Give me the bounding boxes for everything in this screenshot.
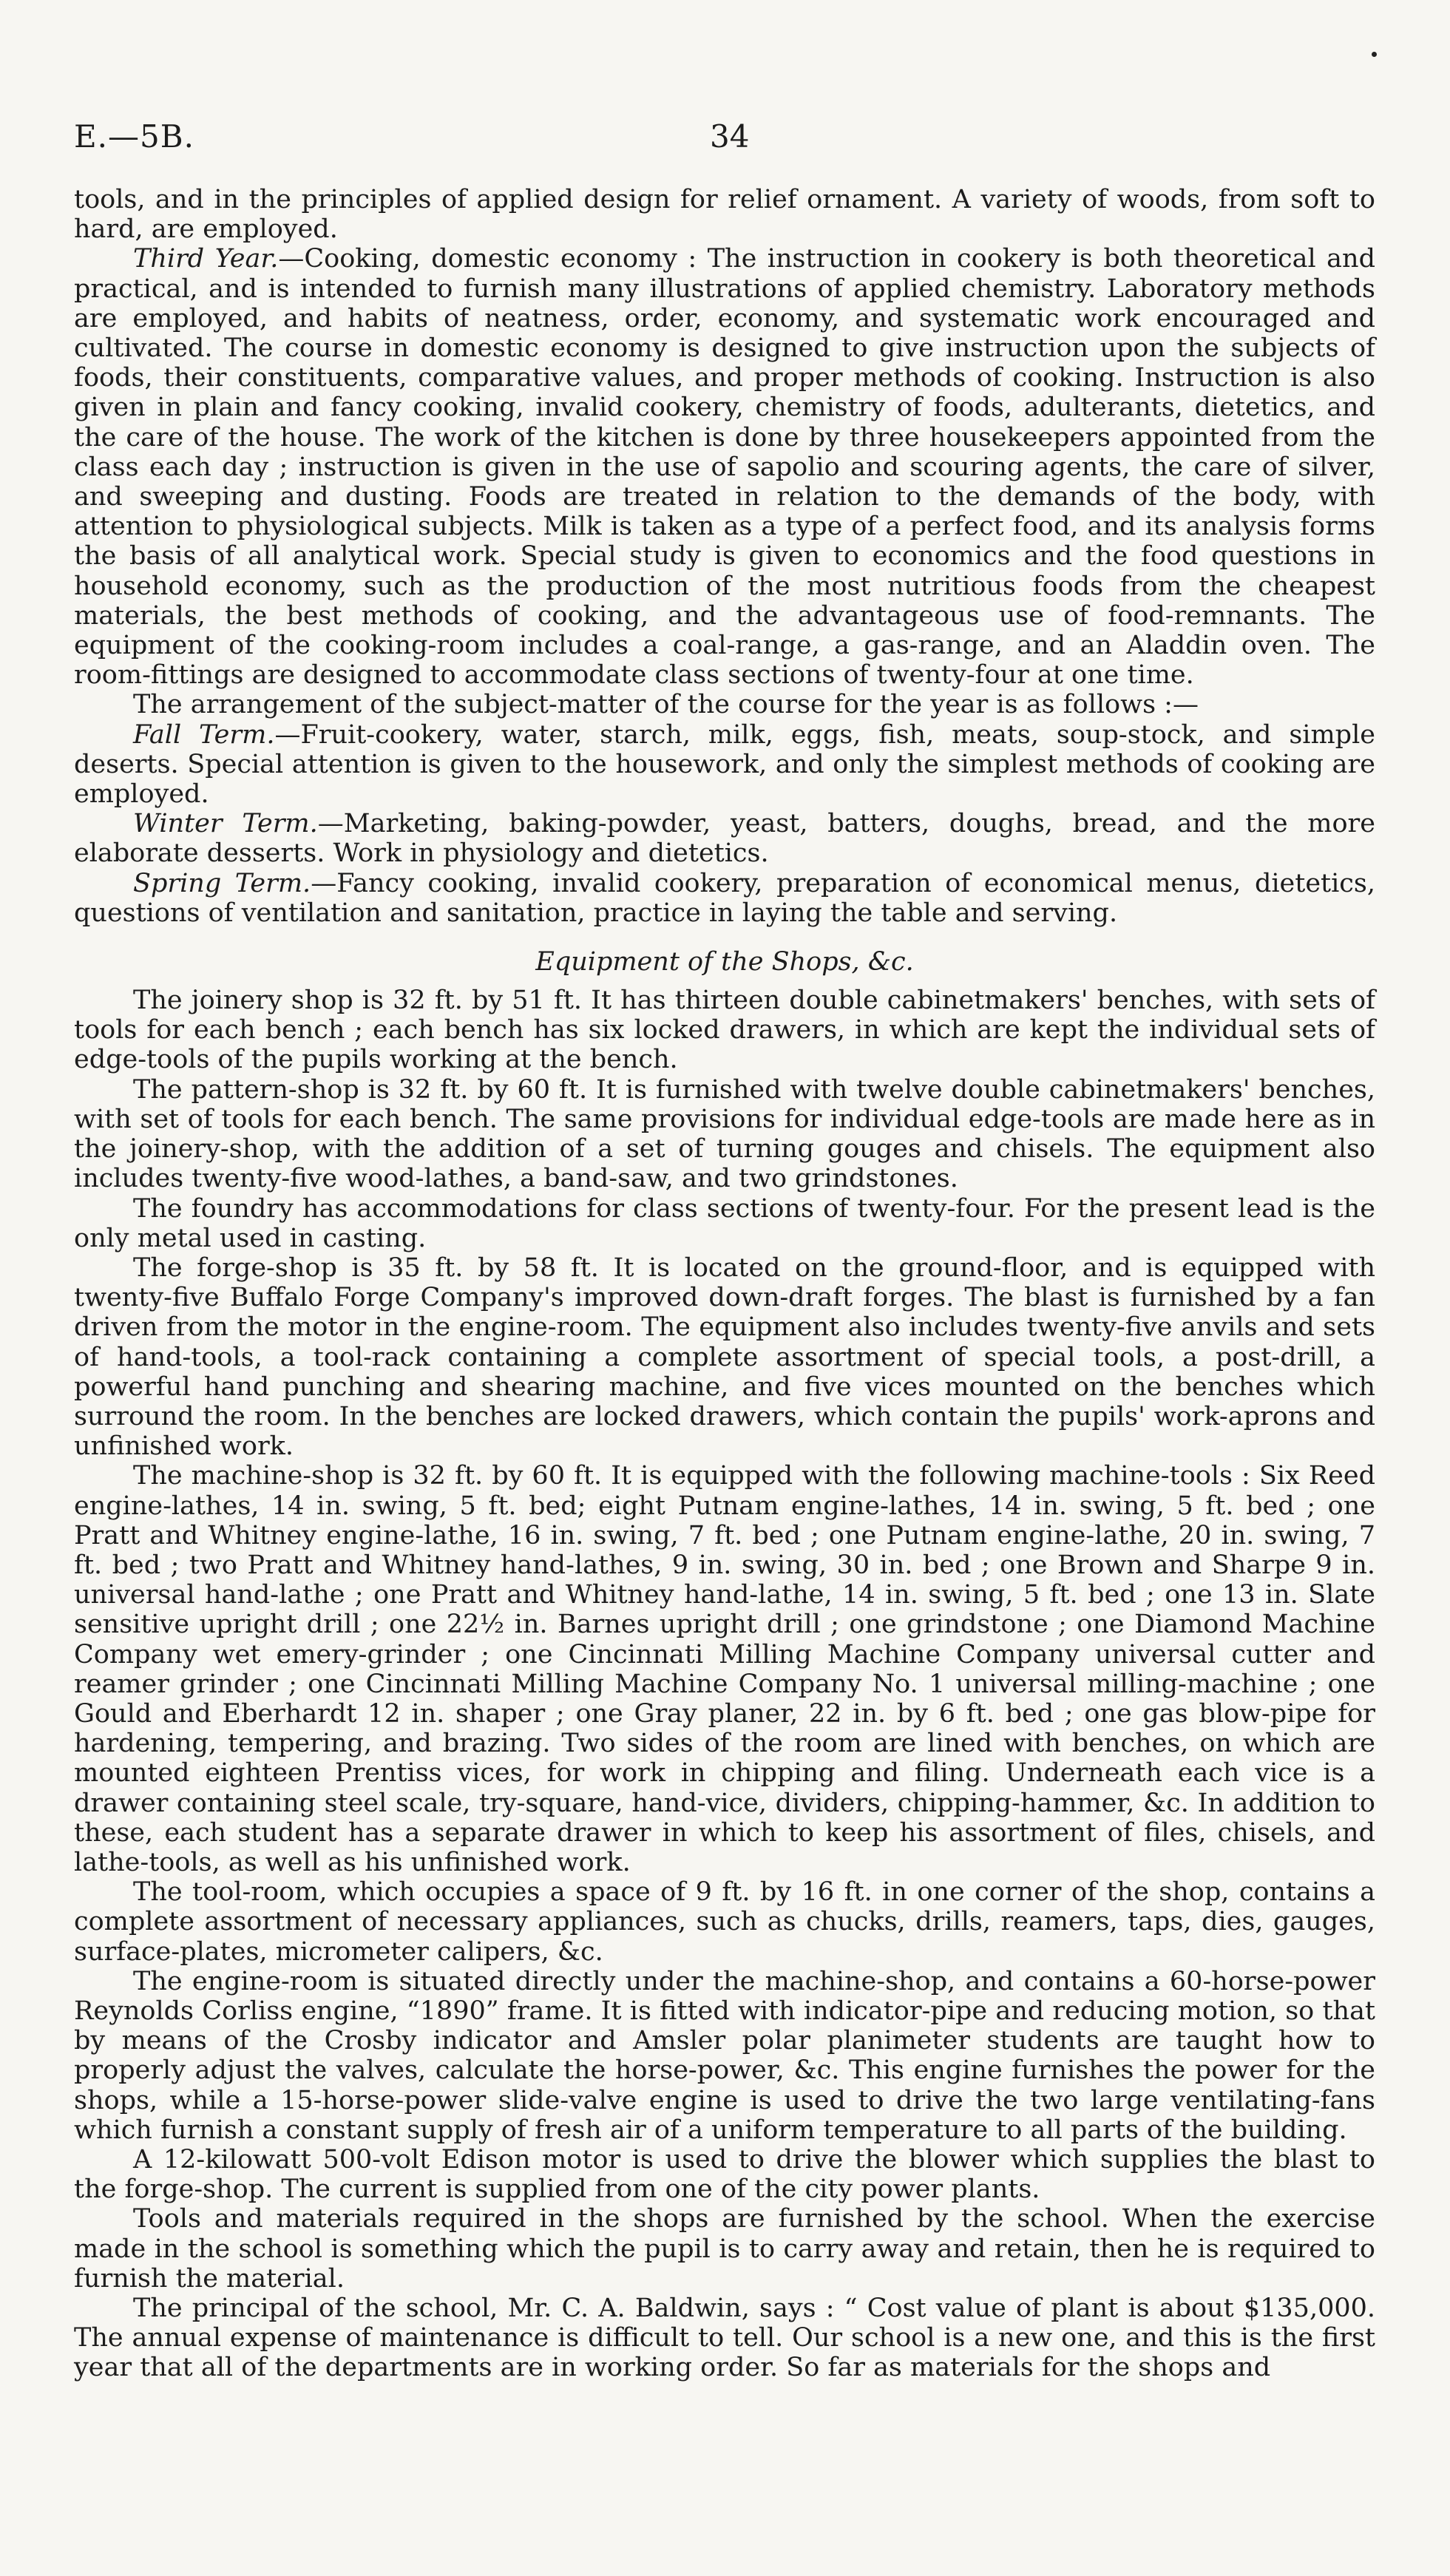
paragraph-text: —Marketing, baking-powder, yeast, batters, doughs, bread, and the more elaborate desserts. Work in physiology and dietetics. — [74, 809, 1375, 869]
paragraph — [74, 720, 1375, 810]
paragraph — [74, 244, 1375, 690]
paragraph-text: —Fancy cooking, invalid cookery, preparation of economical menus, dietetics, questions of ventilation and sanitation, practice in laying the table and serving. — [74, 868, 1375, 928]
paragraph-text: tools, and in the principles of applied design for relief ornament. A variety of woods, from soft to hard, are employed. — [74, 185, 1375, 245]
paragraph: The tool-room, which occupies a space of 9 ft. by 16 ft. in one corner of the shop, contains a complete assortment of necessary appliances, such as chucks, drills, reamers, taps, dies, gauges, surface-plates, micrometer calipers, &c. — [74, 1877, 1375, 1967]
term-label: Spring Term. — [133, 868, 311, 898]
ink-dot — [1372, 52, 1377, 57]
paragraph: The principal of the school, Mr. C. A. Baldwin, says : “ Cost value of plant is about $135,000. The annual expense of maintenance is difficult to tell. Our school is a new one, and this is the first year that all of the departments are in working order. So far as materials for the shops and — [74, 2294, 1375, 2383]
report-reference: E.—5B. — [74, 118, 194, 155]
paragraph: Tools and materials required in the shops are furnished by the school. When the exercise made in the school is something which the pupil is to carry away and retain, then he is required to furnish the material. — [74, 2204, 1375, 2294]
paragraph-text: —Cooking, domestic economy : The instruction in cookery is both theoretical and practical, and is intended to furnish many illustrations of applied chemistry. Laboratory methods are employed, and habits of neatness, order, economy, and systematic work encouraged and cultivated. The course in domestic economy is designed to give instruction upon the subjects of foods, their constituents, comparative values, and proper methods of cooking. Instruction is also given in plain and fancy cooking, invalid cookery, chemistry of foods, adulterants, dietetics, and the care of the house. The work of the kitchen is done by three housekeepers appointed from the class each day ; instruction is given in the use of sapolio and scouring agents, the care of silver, and sweeping and dusting. Foods are treated in relation to the demands of the body, with attention to physiological subjects. Milk is taken as a type of a perfect food, and its analysis forms the basis of all analytical work. Special study is given to economics and the food questions in household economy, such as the production of the most nutritious foods from the cheapest materials, the best methods of cooking, and the advantageous use of food-remnants. The equipment of the cooking-room includes a coal-range, a gas-range, and an Aladdin oven. The room-fittings are designed to accommodate class sections of twenty-four at one time. — [74, 244, 1375, 691]
paragraph — [74, 869, 1375, 928]
page-number: 34 — [710, 118, 750, 155]
page-header — [74, 118, 1376, 163]
paragraph: The foundry has accommodations for class sections of twenty-four. For the present lead is the only metal used in casting. — [74, 1193, 1375, 1253]
paragraph — [74, 690, 1375, 719]
paragraph-text: —Fruit-cookery, water, starch, milk, eggs, fish, meats, soup-stock, and simple deserts. Special attention is given to the housework, and only the simplest methods of cooking are employed. — [74, 719, 1375, 810]
page-body — [74, 185, 1375, 2383]
paragraph: The machine-shop is 32 ft. by 60 ft. It is equipped with the following machine-tools : Six Reed engine-lathes, 14 in. swing, 5 ft. bed; eight Putnam engine-lathes, 14 in. swing, 5 ft. bed ; one Pratt and Whitney engine-lathe, 16 in. swing, 7 ft. bed ; one Putnam engine-lathe, 20 in. swing, 7 ft. bed ; two Pratt and Whitney hand-lathes, 9 in. swing, 30 in. bed ; one Brown and Sharpe 9 in. universal hand-lathe ; one Pratt and Whitney hand-lathe, 14 in. swing, 5 ft. bed ; one 13 in. Slate sensitive upright drill ; one 22½ in. Barnes upright drill ; one grindstone ; one Diamond Machine Company wet emery-grinder ; one Cincinnati Milling Machine Company universal cutter and reamer grinder ; one Cincinnati Milling Machine Company No. 1 universal milling-machine ; one Gould and Eberhardt 12 in. shaper ; one Gray planer, 22 in. by 6 ft. bed ; one gas blow-pipe for hardening, tempering, and brazing. Two sides of the room are lined with benches, on which are mounted eighteen Prentiss vices, for work in chipping and filing. Underneath each vice is a drawer containing steel scale, try-square, hand-vice, dividers, chipping-hammer, &c. In addition to these, each student has a separate drawer in which to keep his assortment of files, chisels, and lathe-tools, as well as his unfinished work. — [74, 1461, 1375, 1877]
term-label: Fall Term. — [133, 719, 275, 750]
term-label: Third Year. — [133, 244, 279, 274]
section-heading: Equipment of the Shops, &c. — [535, 947, 914, 977]
term-label: Winter Term. — [133, 809, 318, 839]
paragraph: A 12-kilowatt 500-volt Edison motor is used to drive the blower which supplies the blast to the forge-shop. The current is supplied from one of the city power plants. — [74, 2145, 1375, 2205]
paragraph: The forge-shop is 35 ft. by 58 ft. It is located on the ground-floor, and is equipped with twenty-five Buffalo Forge Company's improved down-draft forges. The blast is furnished by a fan driven from the motor in the engine-room. The equipment also includes twenty-five anvils and sets of hand-tools, a tool-rack containing a complete assortment of special tools, a post-drill, a powerful hand punching and shearing machine, and five vices mounted on the benches which surround the room. In the benches are locked drawers, which contain the pupils' work-aprons and unfinished work. — [74, 1253, 1375, 1462]
paragraph-text: The arrangement of the subject-matter of the course for the year is as follows :— — [133, 690, 1199, 720]
paragraph: The engine-room is situated directly under the machine-shop, and contains a 60-horse-power Reynolds Corliss engine, “1890” frame. It is fitted with indicator-pipe and reducing motion, so that by means of the Crosby indicator and Amsler polar planimeter students are taught how to properly adjust the valves, calculate the horse-power, &c. This engine furnishes the power for the shops, while a 15-horse-power slide-valve engine is used to drive the two large ventilating-fans which furnish a constant supply of fresh air of a uniform temperature to all parts of the building. — [74, 1966, 1375, 2145]
paragraph: The joinery shop is 32 ft. by 51 ft. It has thirteen double cabinetmakers' benches, with sets of tools for each bench ; each bench has six locked drawers, in which are kept the individual sets of edge-tools of the pupils working at the bench. — [74, 986, 1375, 1075]
paragraph — [74, 185, 1375, 244]
paragraph — [74, 809, 1375, 868]
paragraph: The pattern-shop is 32 ft. by 60 ft. It is furnished with twelve double cabinetmakers' benches, with set of tools for each bench. The same provisions for individual edge-tools are made here as in the joinery-shop, with the addition of a set of turning gouges and chisels. The equipment also includes twenty-five wood-lathes, a band-saw, and two grindstones. — [74, 1074, 1375, 1194]
